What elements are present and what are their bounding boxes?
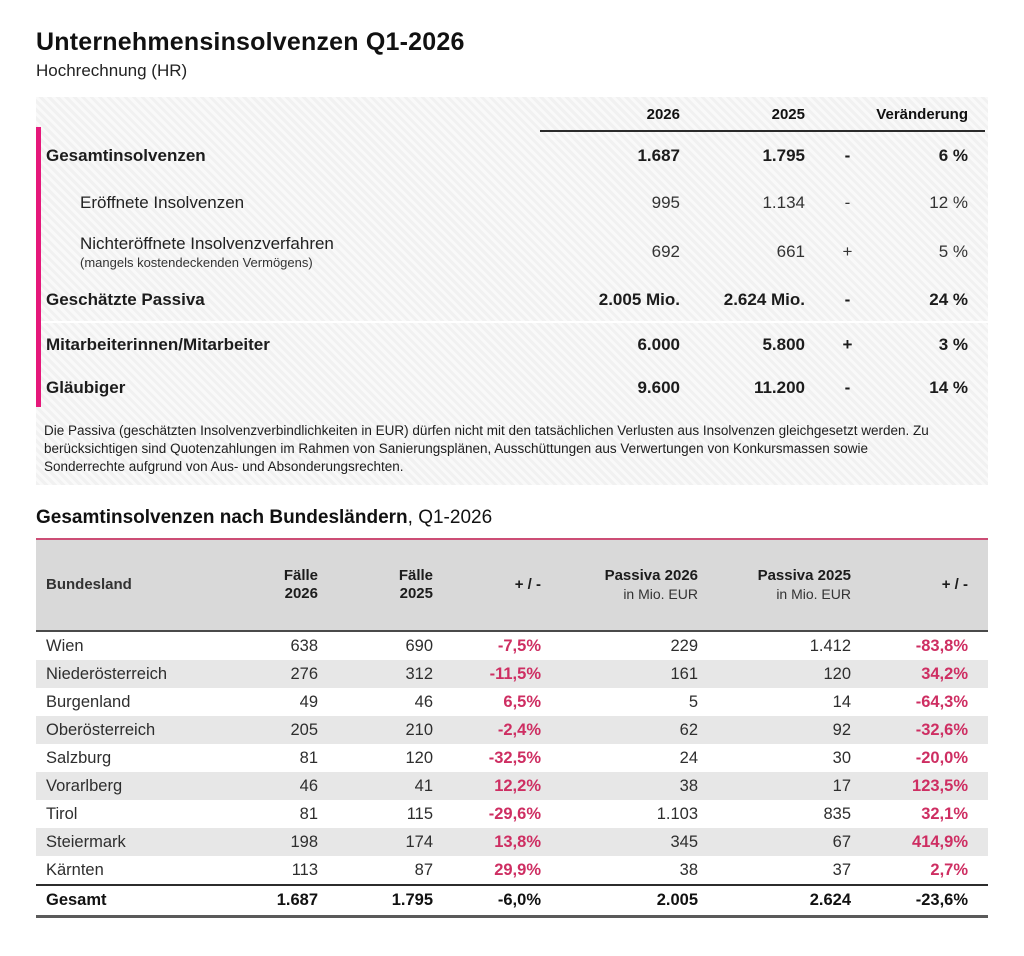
change-passiva: -32,6% [915, 720, 968, 739]
header-passiva-2025-unit: in Mio. EUR [776, 586, 851, 603]
header-faelle-2026-line1: Fälle [283, 566, 318, 584]
row-label-sub: (mangels kostendeckenden Vermögens) [80, 255, 313, 270]
value-2025: 1.795 [762, 146, 805, 165]
change-sign: - [844, 146, 851, 165]
bundesland-name: Vorarlberg [46, 776, 123, 795]
faelle-2025: 690 [405, 636, 433, 655]
change-percent: 5 % [938, 242, 968, 261]
bundesland-table-header [36, 540, 988, 632]
change-passiva: 34,2% [921, 664, 968, 683]
faelle-2026: 1.687 [276, 891, 318, 910]
change-sign: - [844, 290, 851, 309]
faelle-2026: 81 [299, 804, 318, 823]
faelle-2025: 312 [405, 664, 433, 683]
row-label: Mitarbeiterinnen/Mitarbeiter [46, 334, 270, 354]
summary-header-change: Veränderung [876, 106, 968, 123]
change-faelle: -7,5% [497, 636, 541, 655]
value-2026: 995 [651, 192, 680, 212]
bundesland-name: Tirol [46, 804, 78, 823]
row-label-main: Nichteröffnete Insolvenzverfahren [80, 234, 334, 253]
change-passiva: -20,0% [915, 748, 968, 767]
passiva-2026: 229 [670, 636, 698, 655]
change-faelle: 13,8% [494, 832, 541, 851]
header-passiva-2026-title: Passiva 2026 [604, 567, 698, 585]
passiva-2025: 1.412 [809, 636, 851, 655]
faelle-2025: 120 [405, 748, 433, 767]
value-2025: 661 [776, 242, 805, 261]
passiva-2026: 38 [679, 860, 698, 879]
change-percent: 3 % [938, 334, 968, 354]
change-passiva: -83,8% [915, 636, 968, 655]
table-row-steiermark [36, 828, 988, 856]
table-row-vorarlberg [36, 772, 988, 800]
value-2026: 692 [651, 242, 680, 261]
change-percent: 12 % [929, 192, 968, 212]
table-row-oberoesterreich [36, 716, 988, 744]
header-passiva-2025 [698, 567, 851, 603]
faelle-2026: 49 [299, 692, 318, 711]
summary-header-2025: 2025 [771, 106, 805, 123]
bundesland-name: Oberösterreich [46, 720, 156, 739]
change-passiva: -64,3% [915, 692, 968, 711]
passiva-2026: 2.005 [656, 891, 698, 910]
passiva-2025: 835 [823, 804, 851, 823]
change-percent: 14 % [929, 378, 968, 397]
faelle-2026: 113 [291, 860, 318, 879]
faelle-2025: 115 [406, 804, 433, 823]
row-label [44, 234, 550, 270]
faelle-2026: 81 [299, 748, 318, 767]
change-sign: - [844, 192, 851, 212]
faelle-2025: 174 [405, 832, 433, 851]
bundesland-name: Kärnten [46, 860, 104, 879]
change-faelle: 6,5% [503, 692, 541, 711]
faelle-2026: 205 [290, 720, 318, 739]
change-faelle: -2,4% [497, 720, 541, 739]
header-change-cases: + / - [514, 576, 541, 594]
section-title-suffix: , Q1-2026 [407, 507, 493, 529]
table-row-kaernten [36, 856, 988, 884]
change-passiva: 414,9% [912, 832, 968, 851]
page-title: Unternehmensinsolvenzen Q1-2026 [36, 28, 465, 56]
faelle-2026: 638 [290, 636, 318, 655]
passiva-2025: 2.624 [809, 891, 851, 910]
passiva-2025: 30 [832, 748, 851, 767]
row-label: Geschätzte Passiva [46, 290, 205, 309]
faelle-2026: 46 [299, 776, 318, 795]
passiva-2026: 161 [670, 664, 698, 683]
row-label: Gesamtinsolvenzen [46, 146, 206, 165]
section-title [36, 507, 988, 529]
summary-row-passiva [36, 279, 988, 321]
summary-row-eroeffnete [36, 180, 988, 225]
faelle-2025: 1.795 [391, 891, 433, 910]
summary-header-row [36, 97, 988, 130]
bundesland-name: Gesamt [46, 891, 107, 910]
change-sign: + [842, 334, 853, 354]
accent-bar [36, 127, 41, 407]
passiva-2026: 38 [679, 776, 698, 795]
row-label: Eröffnete Insolvenzen [80, 192, 245, 212]
passiva-footnote: Die Passiva (geschätzten Insolvenzverbindlichkeiten in EUR) dürfen nicht mit den tatsächlichen Verlusten aus Insolvenzen gleichgesetzt werden. Zu berücksichtigen sind Quotenzahlungen im Rahmen von Sanierungsplänen, Ausschüttungen aus Verwertungen von Konkursmassen sowie Sonderrechte aufgrund von Aus- und Absonderungsrechten. [44, 423, 929, 474]
row-label: Gläubiger [46, 378, 126, 397]
value-2025: 11.200 [753, 378, 805, 397]
change-passiva: 2,7% [930, 860, 968, 879]
summary-row-mitarbeiter [36, 323, 988, 366]
header-faelle-2025 [318, 567, 433, 605]
change-passiva: 32,1% [921, 804, 968, 823]
summary-panel [36, 97, 988, 485]
bundesland-name: Wien [46, 636, 84, 655]
change-passiva: 123,5% [912, 776, 968, 795]
summary-row-gesamtinsolvenzen [36, 132, 988, 180]
table-row-niederoesterreich [36, 660, 988, 688]
faelle-2026: 198 [290, 832, 318, 851]
table-row-salzburg [36, 744, 988, 772]
faelle-2026: 276 [290, 664, 318, 683]
header-faelle-2026 [206, 567, 318, 605]
summary-row-glaeubiger [36, 366, 988, 410]
table-row-burgenland [36, 688, 988, 716]
value-2026: 1.687 [637, 146, 680, 165]
page-subtitle: Hochrechnung (HR) [36, 61, 188, 80]
faelle-2025: 41 [414, 776, 433, 795]
passiva-2025: 120 [823, 664, 851, 683]
value-2026: 2.005 Mio. [598, 290, 680, 309]
summary-row-nichteroeffnete [36, 225, 988, 279]
header-passiva-2026-unit: in Mio. EUR [623, 586, 698, 603]
passiva-2026: 62 [679, 720, 698, 739]
passiva-2025: 67 [832, 832, 851, 851]
passiva-2026: 345 [670, 832, 698, 851]
header-change-passiva: + / - [941, 576, 968, 594]
passiva-2026: 5 [688, 692, 698, 711]
bundesland-name: Niederösterreich [46, 664, 168, 683]
faelle-2025: 46 [414, 692, 433, 711]
change-faelle: 29,9% [494, 860, 541, 879]
faelle-2025: 210 [405, 720, 433, 739]
passiva-2026: 24 [679, 748, 698, 767]
table-row-wien [36, 632, 988, 660]
value-2026: 9.600 [637, 378, 680, 397]
passiva-2025: 17 [832, 776, 851, 795]
change-faelle: 12,2% [494, 776, 541, 795]
bundesland-name: Salzburg [46, 748, 112, 767]
change-faelle: -29,6% [488, 804, 541, 823]
section-title-bold: Gesamtinsolvenzen nach Bundesländern [36, 507, 408, 529]
change-faelle: -6,0% [497, 891, 541, 910]
faelle-2025: 87 [414, 860, 433, 879]
bundesland-name: Burgenland [46, 692, 131, 711]
header-faelle-2026-line2: 2026 [284, 585, 318, 603]
change-faelle: -32,5% [488, 748, 541, 767]
value-2026: 6.000 [637, 334, 680, 354]
change-sign: - [844, 378, 851, 397]
header-faelle-2025-line2: 2025 [399, 585, 433, 603]
bundesland-name: Steiermark [46, 832, 126, 851]
header-passiva-2025-title: Passiva 2025 [757, 567, 851, 585]
change-faelle: -11,5% [489, 664, 541, 683]
passiva-2025: 92 [832, 720, 851, 739]
passiva-2026: 1.103 [656, 804, 698, 823]
change-percent: 24 % [929, 290, 968, 309]
passiva-2025: 37 [832, 860, 851, 879]
change-percent: 6 % [938, 146, 968, 165]
header-bundesland: Bundesland [46, 576, 132, 594]
change-passiva: -23,6% [915, 891, 968, 910]
header-passiva-2026 [541, 567, 698, 603]
passiva-2025: 14 [832, 692, 851, 711]
change-sign: + [842, 242, 853, 261]
table-row-tirol [36, 800, 988, 828]
value-2025: 5.800 [762, 334, 805, 354]
summary-header-2026: 2026 [646, 106, 680, 123]
value-2025: 1.134 [762, 192, 805, 212]
value-2025: 2.624 Mio. [723, 290, 805, 309]
table-row-gesamt [36, 884, 988, 918]
header-faelle-2025-line1: Fälle [398, 566, 433, 584]
